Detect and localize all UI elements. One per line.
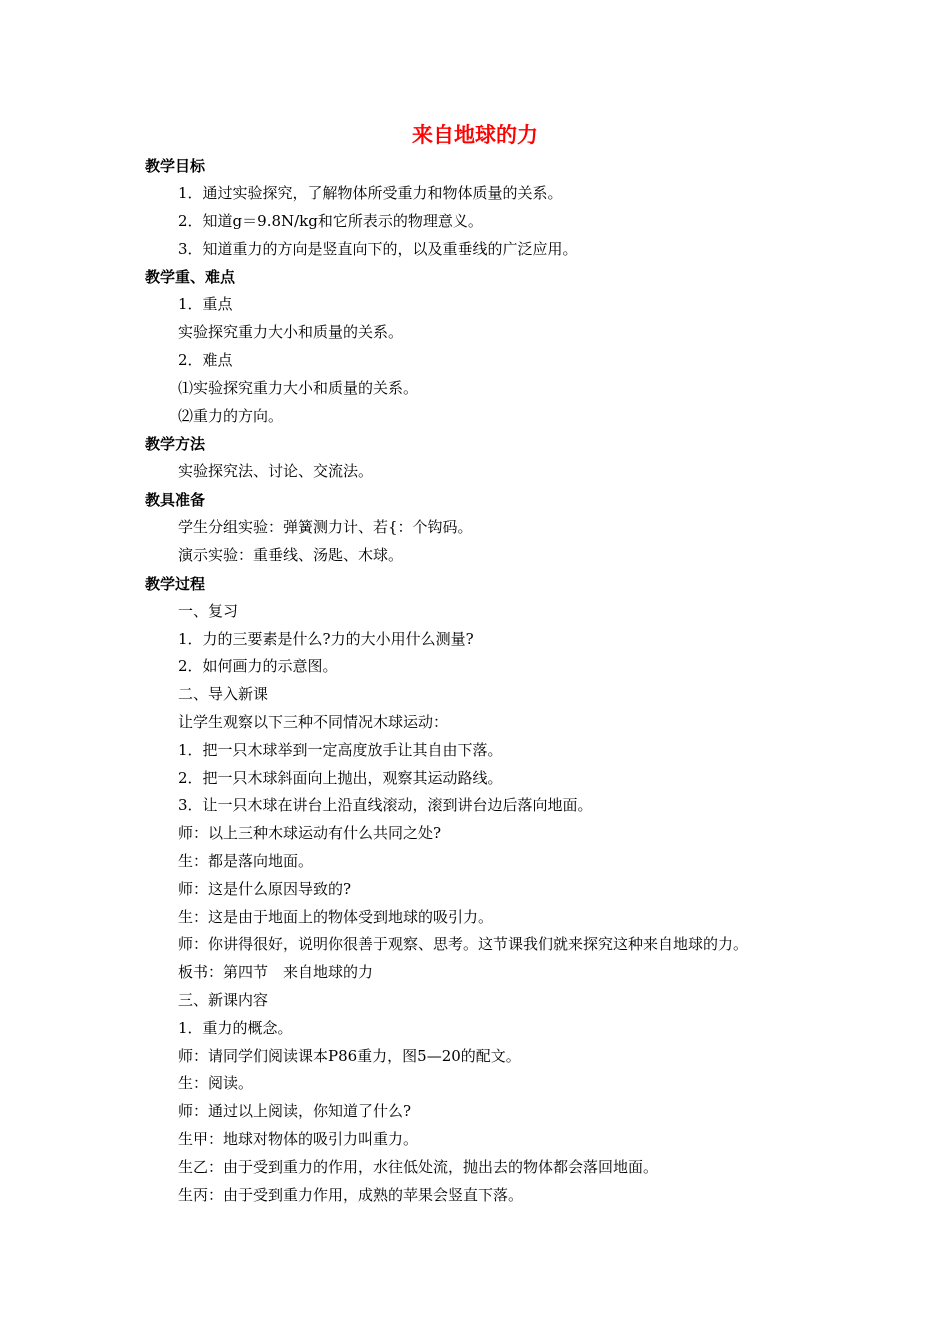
paragraph-line: 生甲：地球对物体的吸引力叫重力。 [178, 1129, 419, 1148]
paragraph-line: 师：请同学们阅读课本P86重力，图5—20的配文。 [178, 1046, 521, 1065]
section-heading: 教学过程 [145, 574, 206, 593]
section-heading: 教具准备 [145, 491, 206, 510]
paragraph-line: 一、复习 [178, 601, 239, 620]
section-heading: 教学方法 [145, 435, 206, 454]
paragraph-line: 生：阅读。 [178, 1074, 254, 1093]
paragraph-line: 3．知道重力的方向是竖直向下的，以及重垂线的广泛应用。 [178, 239, 578, 258]
section-heading: 教学重、难点 [145, 268, 236, 287]
paragraph-line: 师：通过以上阅读，你知道了什么? [178, 1102, 412, 1121]
paragraph-line: 生：都是落向地面。 [178, 851, 314, 870]
paragraph-line: 师：这是什么原因导致的? [178, 879, 352, 898]
paragraph-line: 板书：第四节 来自地球的力 [178, 963, 374, 982]
paragraph-line: 实验探究重力大小和质量的关系。 [178, 323, 404, 342]
paragraph-line: 三、新课内容 [178, 990, 269, 1009]
paragraph-line: 演示实验：重垂线、汤匙、木球。 [178, 545, 404, 564]
paragraph-line: 1．把一只木球举到一定高度放手让其自由下落。 [178, 740, 503, 759]
paragraph-line: 2．如何画力的示意图。 [178, 657, 338, 676]
paragraph-line: 1．重力的概念。 [178, 1018, 293, 1037]
document-title: 来自地球的力 [412, 123, 538, 147]
paragraph-line: 3．让一只木球在讲台上沿直线滚动，滚到讲台边后落向地面。 [178, 796, 593, 815]
paragraph-line: 1．力的三要素是什么?力的大小用什么测量? [178, 629, 474, 648]
paragraph-line: 学生分组实验：弹簧测力计、若{：个钩码。 [178, 518, 473, 537]
paragraph-line: ⑵重力的方向。 [178, 406, 284, 425]
paragraph-line: 二、导入新课 [178, 685, 269, 704]
section-heading: 教学目标 [145, 157, 206, 175]
paragraph-line: 实验探究法、讨论、交流法。 [178, 462, 374, 481]
paragraph-line: 1．通过实验探究，了解物体所受重力和物体质量的关系。 [178, 184, 563, 202]
paragraph-line: 师：以上三种木球运动有什么共同之处? [178, 824, 442, 843]
paragraph-line: 2．把一只木球斜面向上抛出，观察其运动路线。 [178, 768, 503, 787]
paragraph-line: ⑴实验探究重力大小和质量的关系。 [178, 378, 419, 397]
paragraph-line: 师：你讲得很好，说明你很善于观察、思考。这节课我们就来探究这种来自地球的力。 [178, 935, 749, 954]
paragraph-line: 让学生观察以下三种不同情况木球运动： [178, 712, 449, 731]
paragraph-line: 生乙：由于受到重力的作用，水往低处流，抛出去的物体都会落回地面。 [178, 1157, 659, 1176]
paragraph-line: 1．重点 [178, 295, 233, 314]
paragraph-line: 生：这是由于地面上的物体受到地球的吸引力。 [178, 907, 494, 926]
paragraph-line: 生丙：由于受到重力作用，成熟的苹果会竖直下落。 [178, 1185, 524, 1204]
paragraph-line: 2．难点 [178, 350, 233, 369]
paragraph-line: 2．知道g＝9.8N/kg和它所表示的物理意义。 [178, 211, 483, 230]
document-body [145, 152, 845, 1209]
